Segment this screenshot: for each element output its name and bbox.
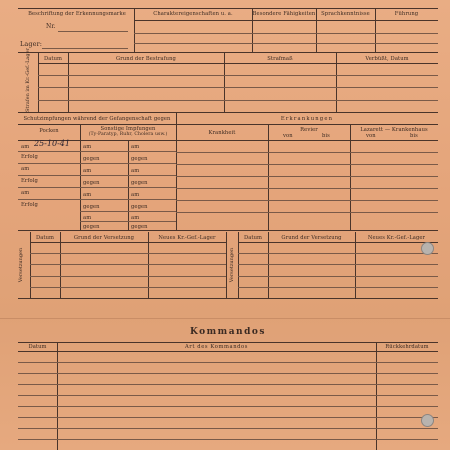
gegen-label: gegen xyxy=(131,204,148,210)
lazarett-von: von xyxy=(366,133,376,139)
sonstige-sub: (Ty-Paratyp, Ruhr, Cholera usw.) xyxy=(88,132,168,137)
header-rule xyxy=(30,242,226,243)
section-border xyxy=(18,230,438,231)
am-label: am xyxy=(83,144,92,150)
strafen-strafmass: Strafmaß xyxy=(267,56,293,62)
charakter-label: Charaktereigenschaften u. a. xyxy=(153,11,233,17)
strafen-datum: Datum xyxy=(43,56,63,62)
fuehrung-label: Führung xyxy=(394,11,419,17)
am-label: am xyxy=(131,168,140,174)
rule xyxy=(134,33,438,34)
header-rule xyxy=(38,63,438,64)
vers-grund: Grund der Versetzung xyxy=(73,235,135,241)
vers-grund: Grund der Versetzung xyxy=(281,235,342,241)
punch-hole xyxy=(421,414,434,427)
kommandos-rueckkehr: Rückkehrdatum xyxy=(385,344,429,350)
rule xyxy=(134,43,438,44)
rule xyxy=(30,253,226,254)
erkrankungen-header: Erkrankungen xyxy=(280,116,334,122)
sonstige-label: Sonstige Impfungen xyxy=(100,126,156,132)
impf-row-label: Erfolg xyxy=(21,202,38,208)
fold-line xyxy=(0,318,450,319)
lazarett-bis: bis xyxy=(410,133,418,139)
rule xyxy=(18,406,438,407)
am-label: am xyxy=(131,215,140,221)
impf-row-label: am xyxy=(21,190,30,196)
rule xyxy=(18,199,176,200)
rule xyxy=(38,75,438,76)
revier-label: Revier xyxy=(300,127,318,133)
rule xyxy=(38,100,438,101)
handwritten-date: 25-10-41 xyxy=(34,139,70,148)
section-border xyxy=(18,52,438,53)
impf-row-label: am xyxy=(21,144,30,150)
rule xyxy=(176,200,438,201)
lager-label: Lager: xyxy=(20,40,43,48)
header-rule xyxy=(18,140,438,141)
kommandos-title: Kommandos xyxy=(190,327,266,337)
rule xyxy=(30,287,226,288)
gegen-label: gegen xyxy=(131,156,148,162)
impf-row-label: Erfolg xyxy=(21,154,38,160)
section-border xyxy=(18,112,438,113)
rule xyxy=(80,211,176,212)
rule xyxy=(176,188,438,189)
am-label: am xyxy=(83,215,92,221)
rule xyxy=(176,152,438,153)
divider xyxy=(128,140,129,230)
am-label: am xyxy=(83,192,92,198)
rule xyxy=(238,264,438,265)
divider xyxy=(57,342,58,450)
rule xyxy=(18,417,438,418)
impf-row-label: am xyxy=(21,166,30,172)
rule xyxy=(18,151,176,152)
rule xyxy=(30,264,226,265)
divider xyxy=(376,342,377,450)
vers-datum: Datum xyxy=(35,235,55,241)
impf-header: Schutzimpfungen während der Gefangenschaft gegen xyxy=(23,116,171,122)
rule xyxy=(18,373,438,374)
gegen-label: gegen xyxy=(131,224,148,230)
am-label: am xyxy=(131,144,140,150)
vers-neues: Neues Kr.-Gef.-Lager xyxy=(158,235,216,241)
sprachkenntnisse-label: Sprachkenntnisse xyxy=(321,11,370,17)
divider xyxy=(268,124,269,230)
rule xyxy=(80,221,176,222)
beschriftung-label: Beschriftung der Erkennungsmarke xyxy=(28,11,126,17)
am-label: am xyxy=(131,192,140,198)
rule xyxy=(238,253,438,254)
rule xyxy=(18,362,438,363)
gegen-label: gegen xyxy=(131,180,148,186)
rule xyxy=(18,163,176,164)
section-border xyxy=(18,342,438,343)
strafen-grund: Grund der Bestrafung xyxy=(116,56,176,62)
rule xyxy=(238,276,438,277)
lazarett-label: Lazarett — Krankenhaus xyxy=(360,127,428,133)
impf-row-label: Erfolg xyxy=(21,178,38,184)
revier-bis: bis xyxy=(322,133,330,139)
rule xyxy=(38,87,438,88)
gegen-label: gegen xyxy=(83,156,100,162)
kommandos-datum: Datum xyxy=(28,344,47,350)
versetzungen-side-label: Versetzungen xyxy=(18,247,24,283)
nr-label: Nr. xyxy=(46,23,56,30)
rule xyxy=(18,384,438,385)
gegen-label: gegen xyxy=(83,180,100,186)
divider xyxy=(350,124,351,230)
rule xyxy=(18,428,438,429)
rule xyxy=(18,439,438,440)
lager-line xyxy=(42,48,128,49)
header-rule xyxy=(18,351,438,352)
vers-datum: Datum xyxy=(243,235,263,241)
rule xyxy=(176,164,438,165)
divider xyxy=(226,232,227,298)
strafen-side-label: Strafen im Kr.-Gef.-Lager xyxy=(25,48,31,112)
rule xyxy=(18,187,176,188)
faehigkeiten-label: Besondere Fähigkeiten xyxy=(252,11,316,17)
gegen-label: gegen xyxy=(83,224,100,230)
header-rule xyxy=(238,242,438,243)
rule xyxy=(18,175,176,176)
rule xyxy=(30,276,226,277)
pocken-label: Pocken xyxy=(39,128,59,134)
header-rule xyxy=(134,20,438,21)
punch-hole xyxy=(421,242,434,255)
versetzungen-side-label: Versetzungen xyxy=(229,247,235,283)
rule xyxy=(18,395,438,396)
header-rule xyxy=(18,124,438,125)
am-label: am xyxy=(83,168,92,174)
gegen-label: gegen xyxy=(83,204,100,210)
revier-von: von xyxy=(283,133,293,139)
krankheit-label: Krankheit xyxy=(208,130,236,136)
strafen-verbuesst: Verbüßt, Datum xyxy=(365,56,409,62)
nr-line xyxy=(58,31,128,32)
rule xyxy=(176,212,438,213)
rule xyxy=(238,287,438,288)
kommandos-art: Art des Kommandos xyxy=(184,344,249,350)
vers-neues: Neues Kr.-Gef.-Lager xyxy=(367,235,426,241)
section-border xyxy=(18,298,438,299)
rule xyxy=(176,176,438,177)
